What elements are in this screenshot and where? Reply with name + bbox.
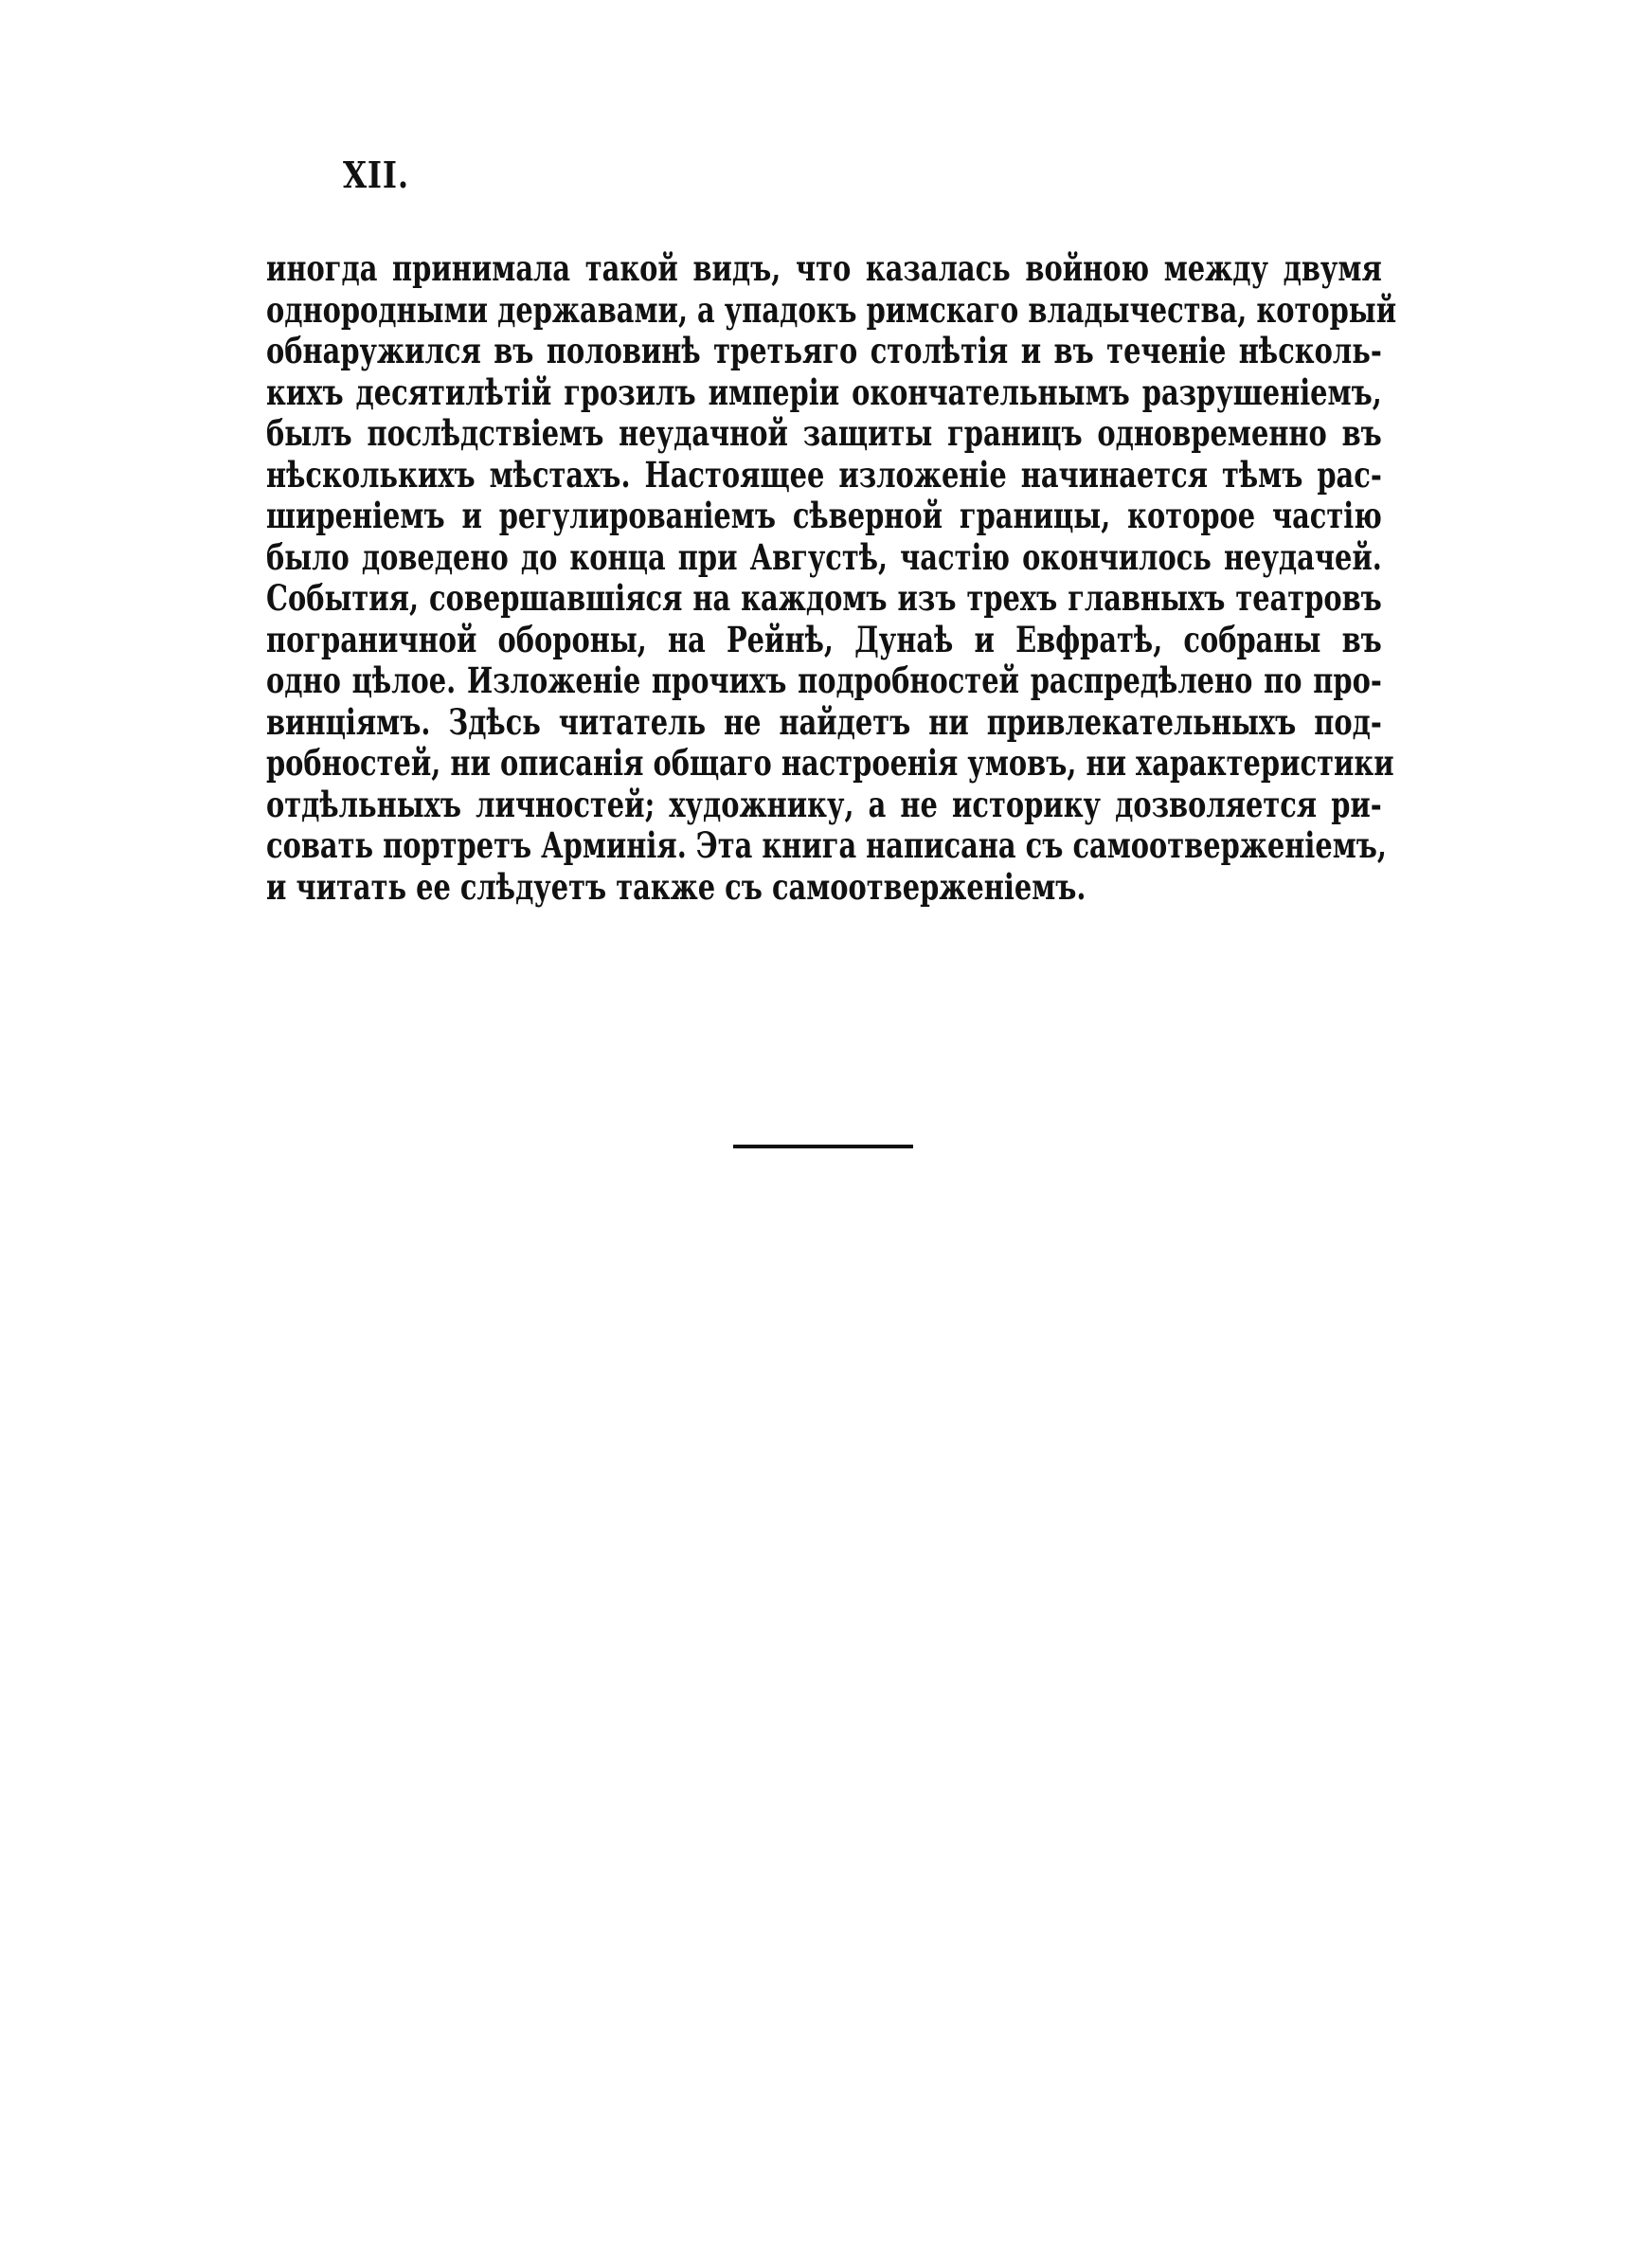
text-line: События, совершавшіяся на каждомъ изъ трехъ главныхъ театровъ [266, 577, 1382, 619]
text-line: нѣсколькихъ мѣстахъ. Настоящее изложеніе начинается тѣмъ рас- [266, 453, 1382, 496]
text-line: былъ послѣдствіемъ неудачной защиты границъ одновременно въ [266, 412, 1382, 454]
text-line: иногда принимала такой видъ, что казалась войною между двумя [266, 247, 1382, 289]
text-line: кихъ десятилѣтій грозилъ имперіи окончательнымъ разрушеніемъ, [266, 370, 1382, 413]
closing-rule [733, 1145, 913, 1148]
text-line: совать портретъ Арминія. Эта книга написана съ самоотверженіемъ, [266, 824, 1387, 866]
text-line: было доведено до конца при Августѣ, частію окончилось неудачей. [266, 535, 1382, 578]
text-line: однородными державами, а упадокъ римскаго владычества, который [266, 288, 1397, 331]
body-paragraph [266, 247, 1397, 908]
text-line: винціямъ. Здѣсь читатель не найдетъ ни привлекательныхъ под- [266, 700, 1382, 743]
text-line: ширеніемъ и регулированіемъ сѣверной границы, которое частію [266, 495, 1382, 536]
text-line: пограничной обороны, на Рейнѣ, Дунаѣ и Евфратѣ, собраны въ [266, 618, 1382, 660]
text-line: робностей, ни описанія общаго настроенія умовъ, ни характеристики [266, 742, 1394, 784]
text-line: одно цѣлое. Изложеніе прочихъ подробностей распредѣлено по про- [266, 659, 1382, 701]
text-line: обнаружился въ половинѣ третьяго столѣтія и въ теченіе нѣсколь- [266, 330, 1382, 371]
text-line: и читать ее слѣдуетъ также съ самоотверженіемъ. [266, 865, 1086, 908]
text-line: отдѣльныхъ личностей; художнику, а не историку дозволяется ри- [266, 783, 1382, 825]
page-number: XII. [343, 153, 409, 196]
